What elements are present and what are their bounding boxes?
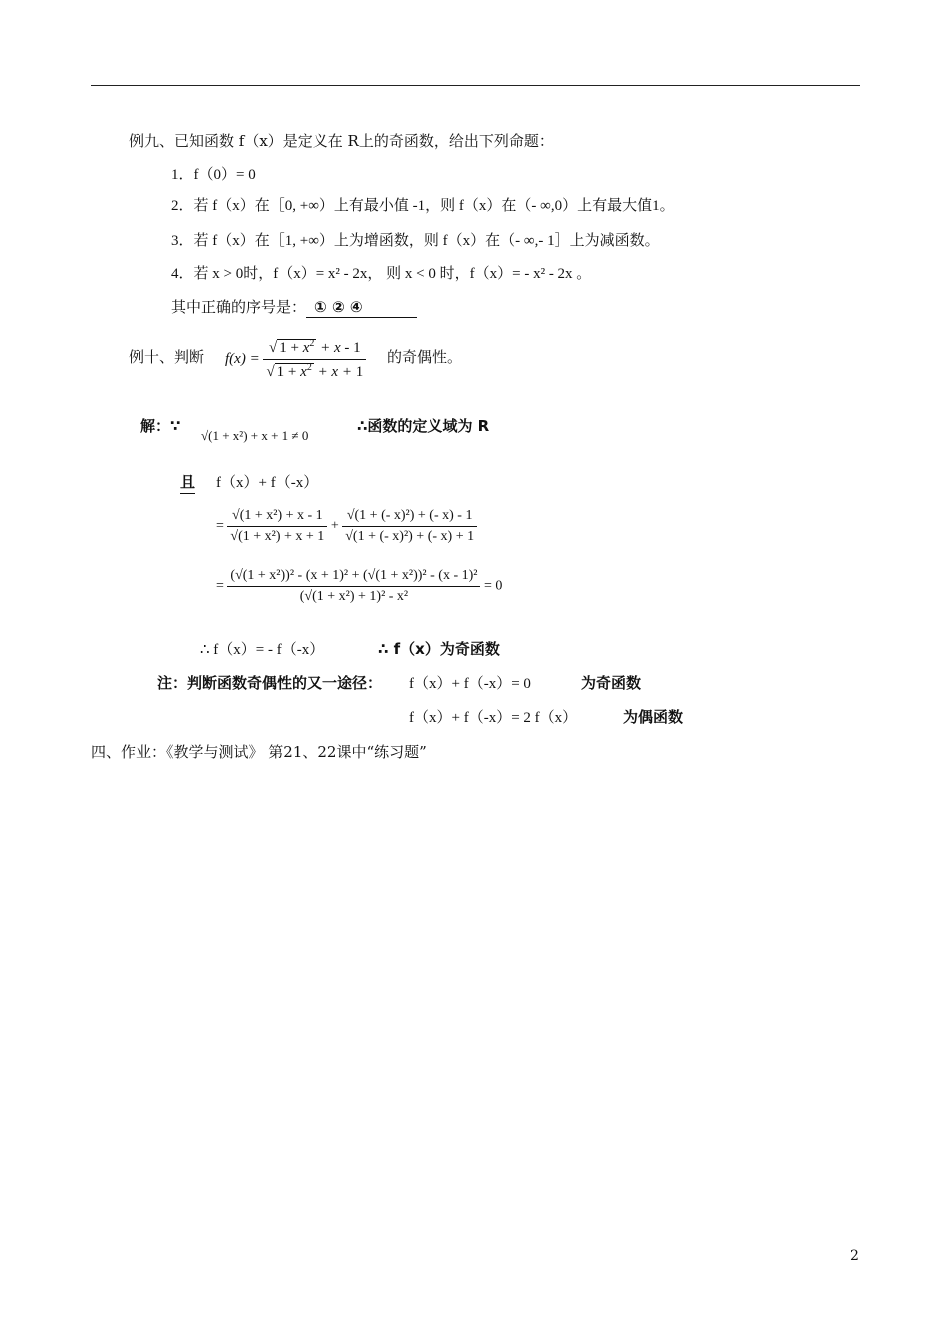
- function-fraction: $\frac{√ 1 + x^2 + x - 1}{√ 1 + x^2 + x + 1}$: [263, 338, 366, 381]
- conclusion-a: ∴ f（x）= - f（-x）: [200, 642, 325, 658]
- note-rule-1-result: 为奇函数: [581, 674, 642, 692]
- step-2-fraction: $\frac{\text{(√(1 + x²))² - (x + 1)² + (√(1 + x²))² - (x - 1)²}}{\text{(√(1 + x²) + 1)² - x²}}$: [227, 568, 480, 605]
- page-number: 2: [850, 1248, 859, 1264]
- and-label: 且: [180, 471, 195, 494]
- note-label: 注：判断函数奇偶性的又一途径：: [157, 674, 383, 692]
- conclusion-b: ∴ f（x）为奇函数: [378, 640, 500, 658]
- sqrt-symbol: √: [269, 340, 278, 356]
- example-10-intro: 例十、判断: [129, 348, 205, 366]
- step-1: = $\frac{\text{√(1 + x²) + x - 1}}{\text{√(1 + x²) + x + 1}}$ + $\frac{\text{√(1 + (- x)²) + (- x) - 1}}{\text{√(1 + (- x)²) + (- x) + 1}}$: [216, 508, 477, 545]
- step-2: = $\frac{\text{(√(1 + x²))² - (x + 1)² + (√(1 + x²))² - (x - 1)²}}{\text{(√(1 + x²) + 1)² - x²}}$ = 0: [216, 568, 503, 604]
- note-rule-2-expr: f（x）+ f（-x）= 2 f（x）: [409, 710, 578, 726]
- domain-condition: √(1 + x²) + x + 1 ≠ 0: [201, 428, 309, 443]
- step-1-fraction-b: $\frac{\text{√(1 + (- x)²) + (- x) - 1}}{\text{√(1 + (- x)²) + (- x) + 1}}$: [342, 508, 477, 545]
- note-rule-1-expr: f（x）+ f（-x）= 0: [409, 676, 531, 692]
- answer-value: ① ② ④: [306, 298, 417, 318]
- proposition-4: 4．若 x > 0时，f（x）= x² - 2x， 则 x < 0 时，f（x）= - x² - 2x 。: [171, 266, 592, 282]
- example-10-function: [225, 338, 366, 381]
- step-1-fraction-a: $\frac{\text{√(1 + x²) + x - 1}}{\text{√(1 + x²) + x + 1}}$: [227, 508, 327, 545]
- step-2-result: = 0: [483, 578, 503, 594]
- domain-text: ∴函数的定义域为 R: [357, 417, 490, 435]
- proposition-1: 1．f（0）= 0: [171, 167, 256, 183]
- solution-label: 解：∵: [140, 417, 181, 435]
- example-9-intro: 例九、已知函数 f（x）是定义在 R上的奇函数，给出下列命题：: [129, 132, 554, 150]
- sum-expression: f（x）+ f（-x）: [216, 475, 319, 491]
- function-lhs: f(x) =: [225, 351, 260, 367]
- answer-label: 其中正确的序号是：: [171, 298, 307, 316]
- header-rule: [91, 85, 860, 86]
- proposition-2: 2．若 f（x）在［0, +∞）上有最小值 -1，则 f（x）在（- ∞,0）上有最大值1。: [171, 198, 675, 214]
- example-10-suffix: 的奇偶性。: [387, 348, 463, 366]
- sqrt-symbol: √: [266, 364, 275, 380]
- note-rule-2-result: 为偶函数: [623, 708, 684, 726]
- homework-line: 四、作业：《教学与测试》 第21、22课中“练习题”: [91, 743, 427, 761]
- proposition-3: 3．若 f（x）在［1, +∞）上为增函数，则 f（x）在（- ∞,- 1］上为减函数。: [171, 233, 660, 249]
- answer-line: [171, 296, 417, 318]
